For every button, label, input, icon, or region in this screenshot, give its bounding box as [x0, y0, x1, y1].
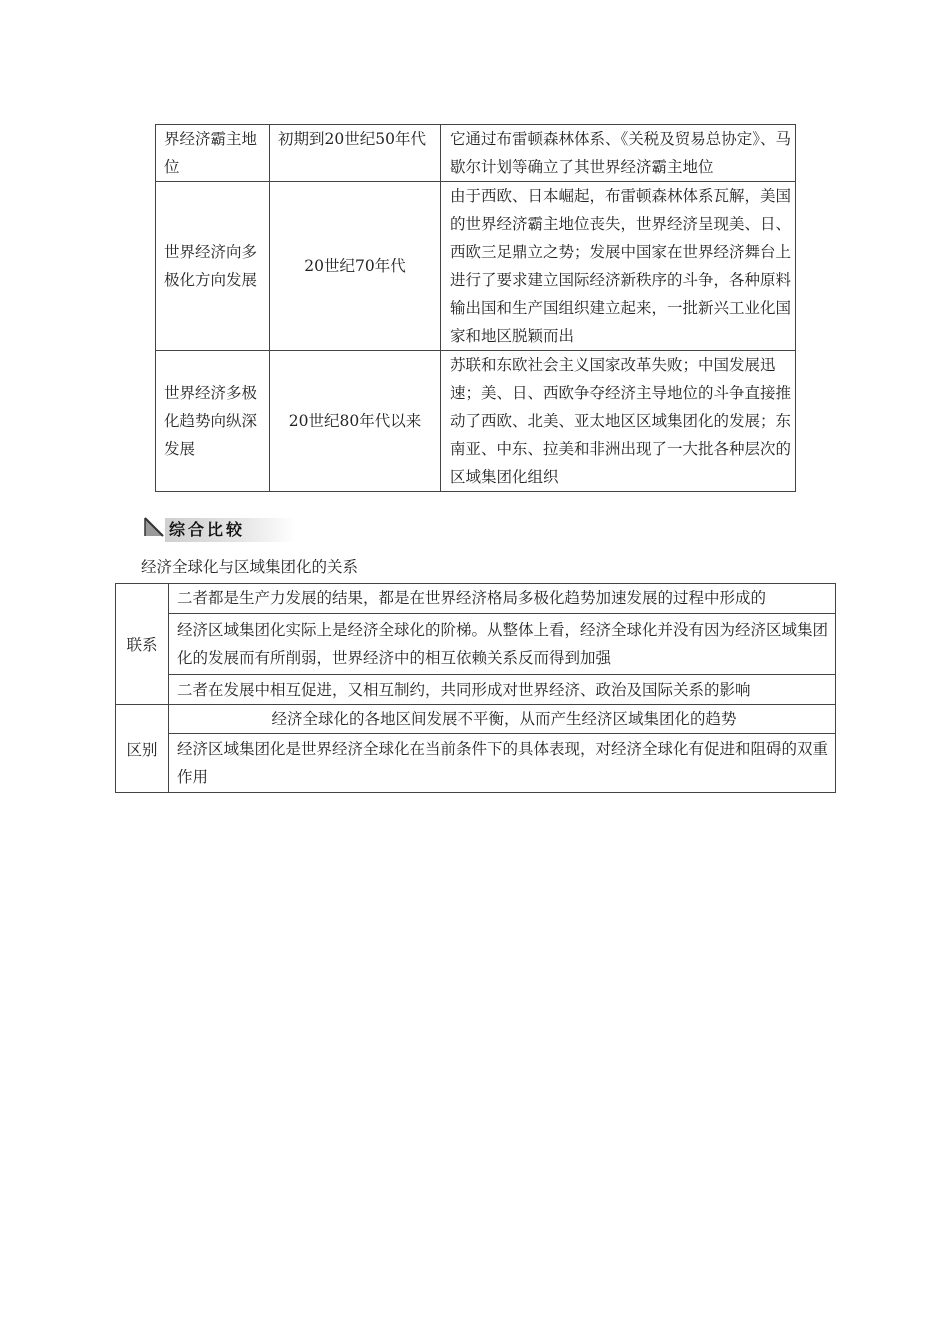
- table-row: [116, 734, 836, 793]
- relation-label: 联系: [116, 584, 169, 705]
- section-title: 综合比较: [169, 520, 246, 539]
- table-row: [116, 584, 836, 614]
- difference-label: 区别: [116, 705, 169, 793]
- difference-cell: 经济区域集团化是世界经济全球化在当前条件下的具体表现，对经济全球化有促进和阻碍的双重作用: [169, 734, 836, 793]
- relation-table: [115, 583, 836, 793]
- relation-cell: 二者都是生产力发展的结果，都是在世界经济格局多极化趋势加速发展的过程中形成的: [169, 584, 836, 614]
- table-row: [156, 125, 796, 182]
- table-row: [116, 613, 836, 674]
- description-cell: 苏联和东欧社会主义国家改革失败；中国发展迅速；美、日、西欧争夺经济主导地位的斗争直接推动了西欧、北美、亚太地区区域集团化的发展；东南亚、中东、拉美和非洲出现了一大批各种层次的区域集团化组织: [441, 351, 796, 492]
- section-heading: [141, 514, 295, 542]
- time-cell: 20世纪70年代: [270, 182, 441, 351]
- time-cell: 20世纪80年代以来: [270, 351, 441, 492]
- relation-cell: 二者在发展中相互促进，又相互制约，共同形成对世界经济、政治及国际关系的影响: [169, 675, 836, 705]
- table-row: [116, 675, 836, 705]
- relation-cell: 经济区域集团化实际上是经济全球化的阶梯。从整体上看，经济全球化并没有因为经济区域集团化的发展而有所削弱，世界经济中的相互依赖关系反而得到加强: [169, 613, 836, 674]
- stage-cell: 界经济霸主地位: [156, 125, 270, 182]
- table-row: [156, 351, 796, 492]
- diagonal-triangle-icon: [143, 516, 165, 542]
- description-cell: 它通过布雷顿森林体系、《关税及贸易总协定》、马歇尔计划等确立了其世界经济霸主地位: [441, 125, 796, 182]
- table-row: [156, 182, 796, 351]
- stage-cell: 世界经济向多极化方向发展: [156, 182, 270, 351]
- difference-cell: 经济全球化的各地区间发展不平衡，从而产生经济区域集团化的趋势: [169, 705, 836, 734]
- table-row: [116, 705, 836, 734]
- world-economy-stages-table: [155, 124, 796, 492]
- stage-cell: 世界经济多极化趋势向纵深发展: [156, 351, 270, 492]
- time-cell: 初期到20世纪50年代: [270, 125, 441, 182]
- section-subtitle: 经济全球化与区域集团化的关系: [141, 558, 359, 576]
- description-cell: 由于西欧、日本崛起，布雷顿森林体系瓦解，美国的世界经济霸主地位丧失，世界经济呈现美、日、西欧三足鼎立之势；发展中国家在世界经济舞台上进行了要求建立国际经济新秩序的斗争，各种原料输出国和生产国组织建立起来，一批新兴工业化国家和地区脱颖而出: [441, 182, 796, 351]
